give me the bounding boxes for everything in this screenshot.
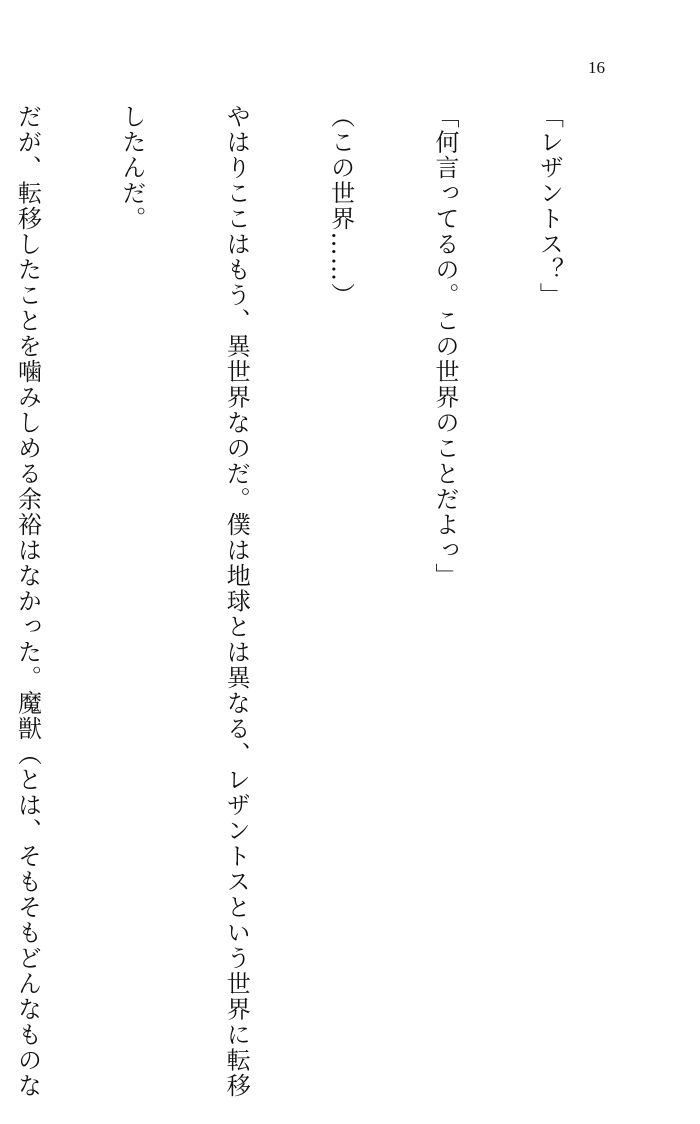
text-line: したんだ。 [117,104,146,232]
text-line: （この世界……） [326,104,355,308]
text-line: 「レザントス？」 [535,104,564,308]
text-line: だが、転移したことを噛みしめる余裕はなかった。魔獣（とは、そもそもどんなものな [13,104,42,1099]
text-line: やはりここはもう、異世界なのだ。僕は地球とは異なる、レザントスという世界に転移 [222,104,251,1099]
page-number: 16 [588,58,605,77]
text-line: 「何言ってるの。この世界のことだよっ」 [431,104,460,589]
novel-text [0,104,636,1099]
